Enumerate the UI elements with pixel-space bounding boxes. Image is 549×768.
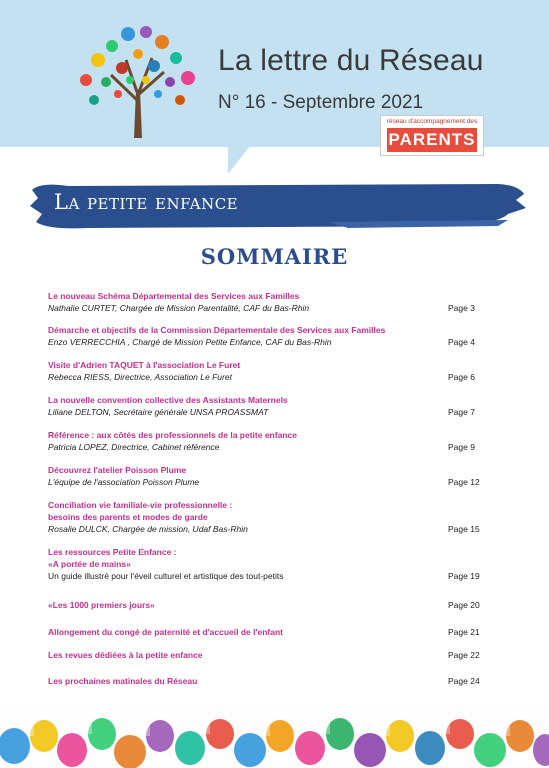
toc-item bbox=[48, 499, 480, 535]
toc-item-title: Visite d'Adrien TAQUET à l'association Le Furet bbox=[48, 360, 241, 370]
toc-item bbox=[48, 649, 480, 661]
toc-item-subtitle: Rosalie DULCK, Chargée de mission, Udaf Bas-Rhin bbox=[48, 524, 248, 534]
logo-tagline: réseau d'accompagnement des bbox=[386, 118, 478, 125]
toc-item-title: Allongement du congé de paternité et d'accueil de l'enfant bbox=[48, 627, 283, 637]
toc-item-title: Référence : aux côtés des professionnels de la petite enfance bbox=[48, 430, 297, 440]
toc-item-title: Conciliation vie familiale-vie professionnelle : bbox=[48, 500, 233, 510]
speech-bubble-tail bbox=[228, 146, 250, 174]
toc-item-title: Le nouveau Schéma Départemental des Services aux Familles bbox=[48, 291, 300, 301]
logo-wordmark: PARENTS bbox=[387, 128, 477, 152]
section-title: La petite enfance bbox=[54, 190, 239, 214]
toc-item-subtitle: Liliane DELTON, Secrétaire générale UNSA PROASSMAT bbox=[48, 407, 269, 417]
toc-item-subtitle: L'équipe de l'association Poisson Plume bbox=[48, 477, 200, 487]
toc-item-page: Page 22 bbox=[448, 650, 480, 660]
toc-item-subtitle: Nathalie CURTET, Chargée de Mission Parentalité, CAF du Bas-Rhin bbox=[48, 303, 310, 313]
newsletter-title: La lettre du Réseau bbox=[218, 44, 484, 77]
toc-item bbox=[48, 675, 480, 687]
toc-item bbox=[48, 546, 480, 582]
toc-item bbox=[48, 429, 475, 453]
toc-item bbox=[48, 464, 480, 488]
toc-item bbox=[48, 290, 475, 314]
toc-item-page: Page 15 bbox=[448, 524, 480, 534]
toc-item bbox=[48, 359, 475, 383]
toc-item-page: Page 9 bbox=[448, 442, 475, 452]
toc-item-page: Page 12 bbox=[448, 477, 480, 487]
toc-item-title: Les ressources Petite Enfance : bbox=[48, 547, 177, 557]
toc-item-title: Les revues dédiées à la petite enfance bbox=[48, 650, 203, 660]
toc-item-subtitle: Un guide illustré pour l'éveil culturel et artistique des tout-petits bbox=[48, 571, 284, 581]
toc-item-title: Les prochaines matinales du Réseau bbox=[48, 676, 198, 686]
toc-item-title: Découvrez l'atelier Poisson Plume bbox=[48, 465, 187, 475]
toc-item-page: Page 21 bbox=[448, 627, 480, 637]
toc-item-title-line2: besoins des parents et modes de garde bbox=[48, 512, 208, 522]
toc-item-title: La nouvelle convention collective des Assistants Maternels bbox=[48, 395, 288, 405]
toc-item-page: Page 24 bbox=[448, 676, 480, 686]
toc-item bbox=[48, 394, 475, 418]
toc-item-subtitle: Patricia LOPEZ, Directrice, Cabinet référence bbox=[48, 442, 220, 452]
toc-item-page: Page 3 bbox=[448, 303, 475, 313]
sommaire-heading: SOMMAIRE bbox=[200, 244, 349, 269]
toc-item-page: Page 6 bbox=[448, 372, 475, 382]
family-tree-icon bbox=[66, 20, 206, 138]
toc-item-subtitle: Enzo VERRECCHIA , Chargé de Mission Petite Enfance, CAF du Bas-Rhin bbox=[48, 337, 332, 347]
toc-item-subtitle: Rebecca RIESS, Directrice, Association Le Furet bbox=[48, 372, 232, 382]
toc-item-page: Page 7 bbox=[448, 407, 475, 417]
toc-item-page: Page 20 bbox=[448, 600, 480, 610]
toc-item-page: Page 4 bbox=[448, 337, 475, 347]
toc-item bbox=[48, 324, 475, 348]
toc-item-page: Page 19 bbox=[448, 571, 480, 581]
handprints-decoration bbox=[0, 706, 549, 768]
toc-item-title-line2: «A portée de mains» bbox=[48, 559, 131, 569]
toc-item bbox=[48, 599, 480, 611]
toc-item-title: Démarche et objectifs de la Commission Départementale des Services aux Familles bbox=[48, 325, 386, 335]
parents-network-logo bbox=[380, 115, 484, 156]
toc-item bbox=[48, 626, 480, 638]
issue-number: N° 16 - Septembre 2021 bbox=[218, 92, 424, 113]
toc-item-title: «Les 1000 premiers jours» bbox=[48, 600, 155, 610]
